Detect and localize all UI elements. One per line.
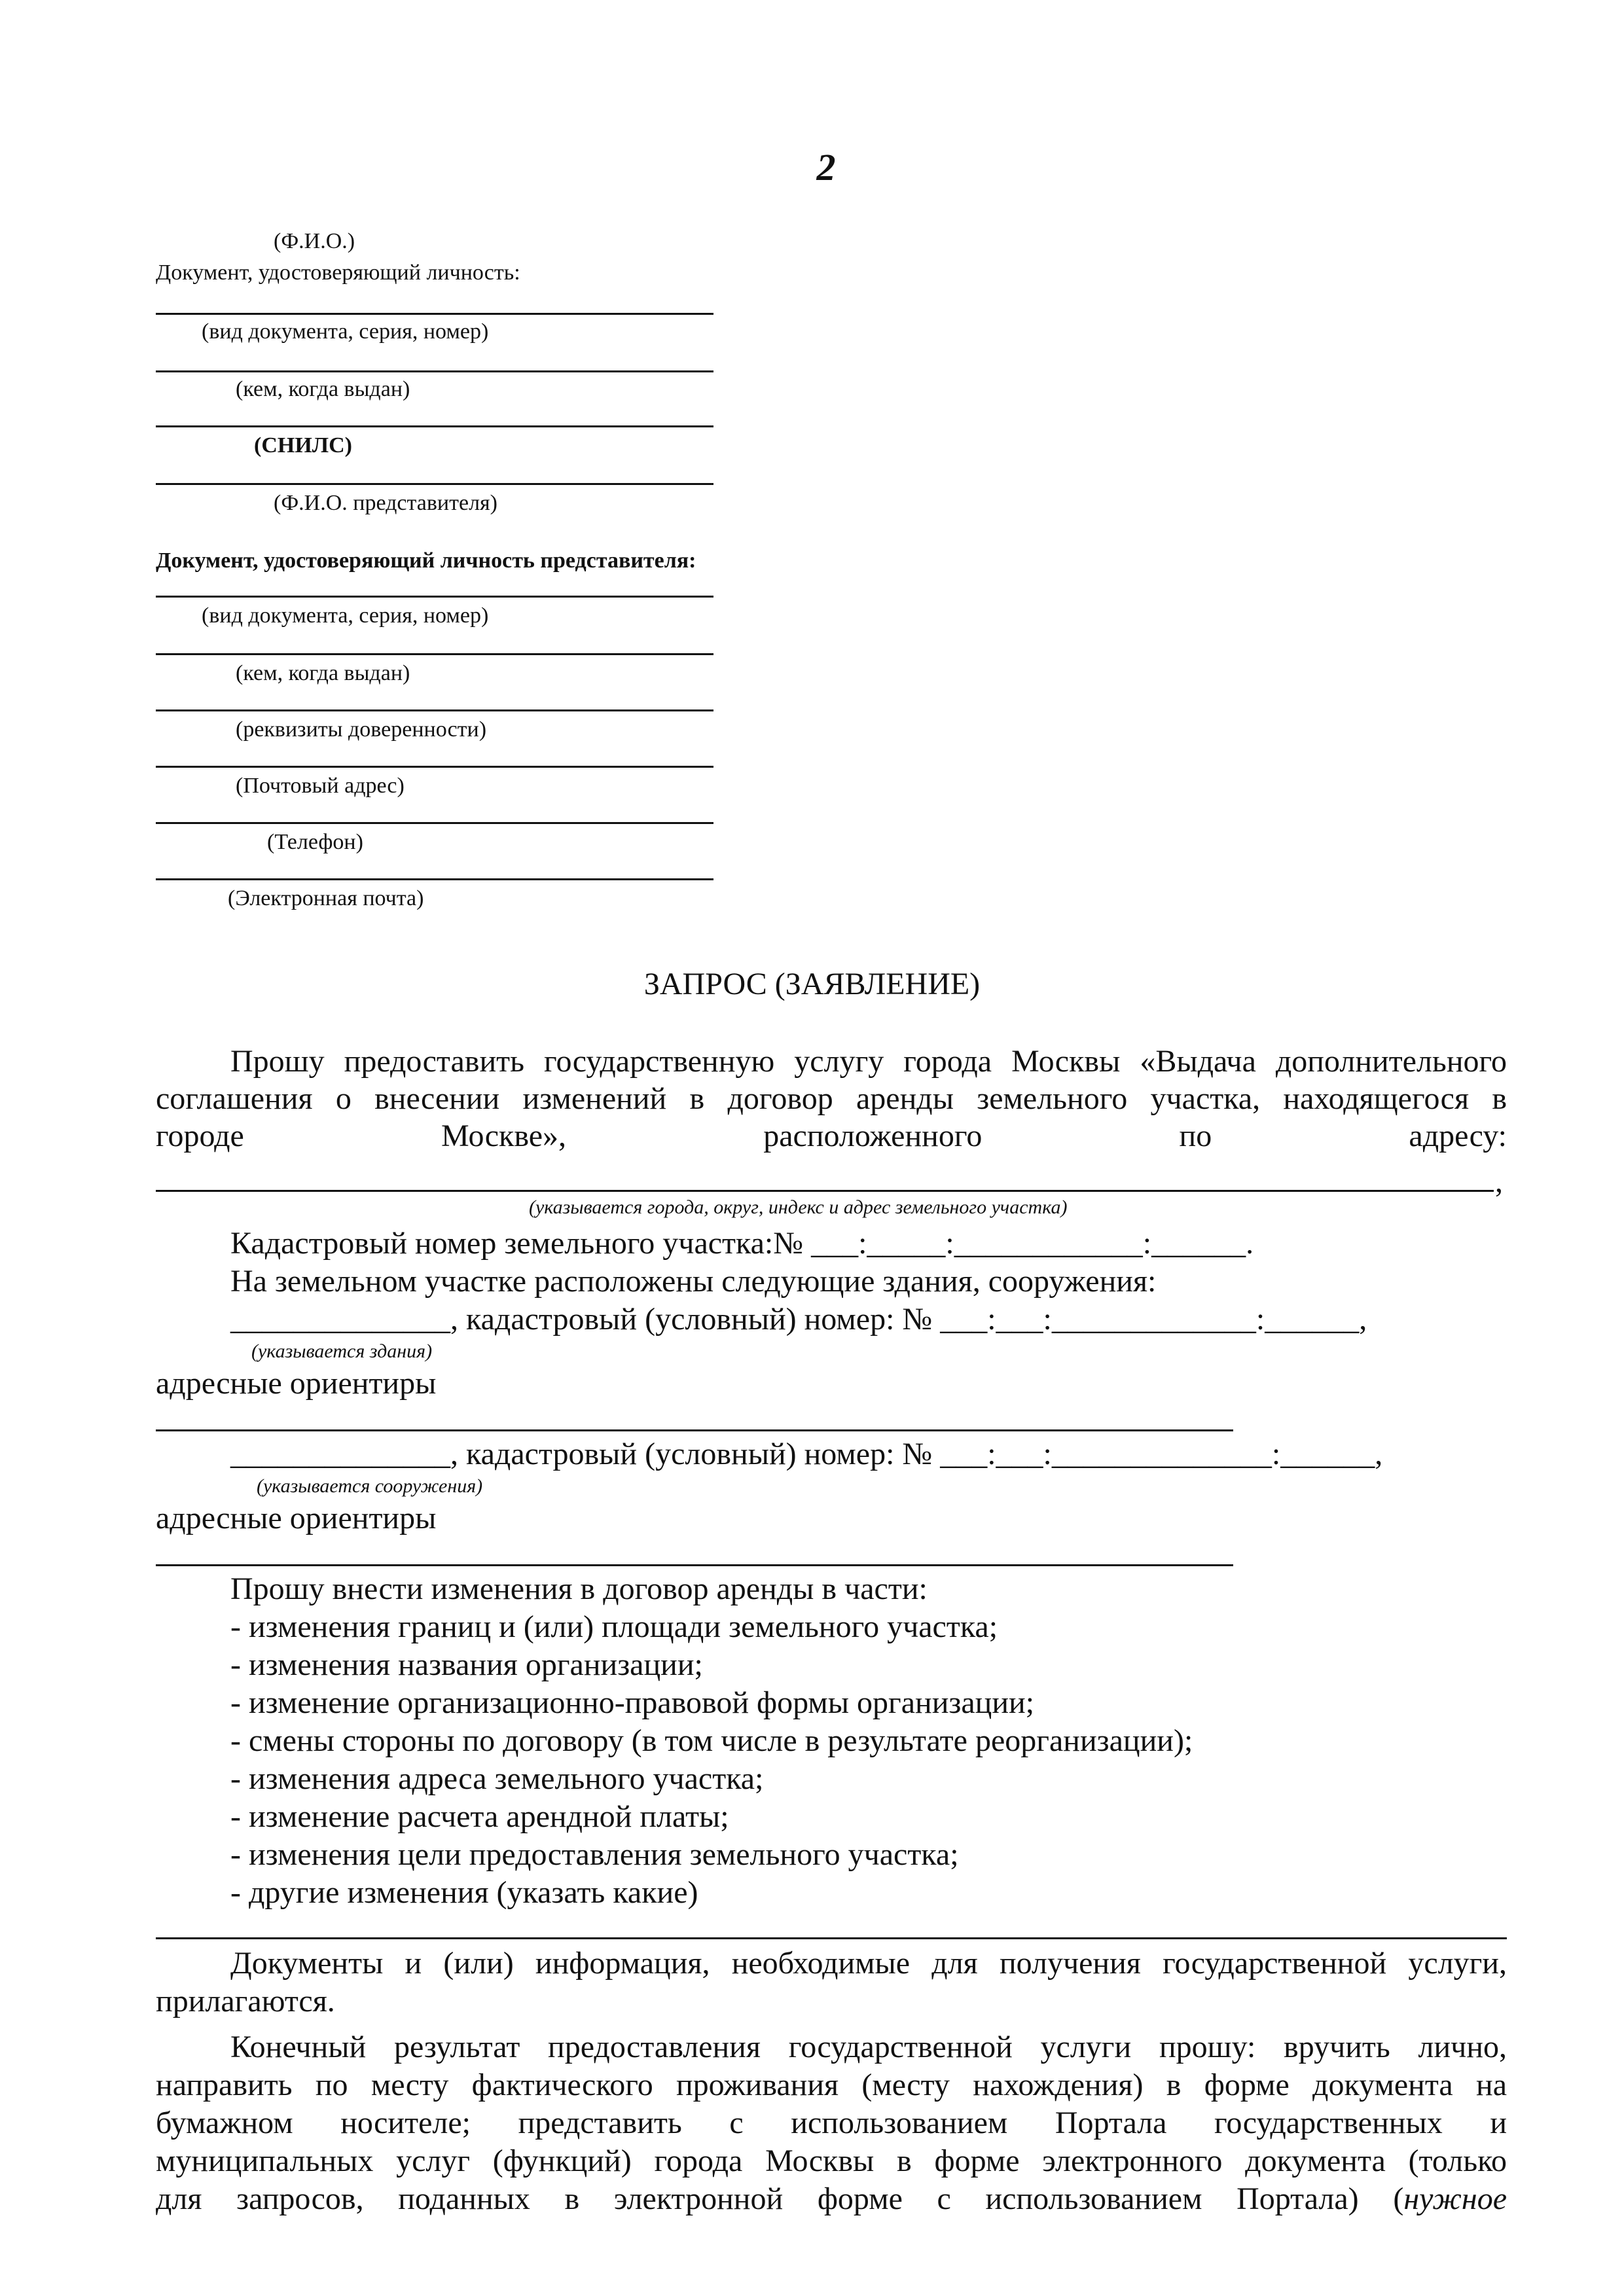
building-address-marks-line[interactable]	[156, 1429, 1233, 1431]
caption-rep-identity-doc: Документ, удостоверяющий личность представителя:	[156, 548, 696, 573]
address-field-line[interactable]	[156, 1190, 1494, 1192]
caption-identity-doc: Документ, удостоверяющий личность:	[156, 260, 520, 285]
caption-rep-fio: (Ф.И.О. представителя)	[274, 491, 498, 515]
changes-intro: Прошу внести изменения в договор аренды в части:	[230, 1571, 928, 1606]
caption-rep-doc-series: (вид документа, серия, номер)	[202, 603, 489, 628]
address-comma: ,	[1495, 1164, 1503, 1199]
result-line-2: направить по месту фактического проживания (месту нахождения) в форме документа на	[156, 2068, 1507, 2102]
field-line-power-of-attorney[interactable]	[156, 709, 713, 711]
change-item-contract-party: - смены стороны по договору (в том числе в результате реорганизации);	[230, 1723, 1193, 1758]
document-title: ЗАПРОС (ЗАЯВЛЕНИЕ)	[643, 967, 981, 1001]
caption-doc-series: (вид документа, серия, номер)	[202, 319, 489, 344]
caption-issued-by: (кем, когда выдан)	[236, 377, 410, 401]
field-line-issued-by[interactable]	[156, 370, 713, 372]
caption-postal-address: (Почтовый адрес)	[236, 774, 405, 798]
field-line-rep-fio[interactable]	[156, 483, 713, 485]
change-item-rent-calc: - изменение расчета арендной платы;	[230, 1799, 729, 1834]
request-line-3: городе Москве», расположенного по адресу:	[156, 1119, 1507, 1153]
change-item-legal-form: - изменение организационно-правовой формы организации;	[230, 1685, 1035, 1720]
other-changes-field-line[interactable]	[156, 1937, 1507, 1939]
caption-email: (Электронная почта)	[228, 886, 424, 910]
result-line-3: бумажном носителе; представить с использованием Портала государственных и	[156, 2106, 1507, 2140]
field-line-phone[interactable]	[156, 822, 713, 824]
address-hint: (указывается города, округ, индекс и адрес земельного участка)	[529, 1196, 1068, 1218]
structure-cadastral-line[interactable]: ______________, кадастровый (условный) номер: № ___:___:______________:______,	[230, 1437, 1383, 1471]
request-line-2: соглашения о внесении изменений в договор аренды земельного участка, находящегося в	[156, 1081, 1507, 1116]
field-line-email[interactable]	[156, 878, 713, 880]
change-item-address: - изменения адреса земельного участка;	[230, 1761, 764, 1796]
documents-line-2: прилагаются.	[156, 1984, 335, 2018]
field-line-rep-doc-series[interactable]	[156, 596, 713, 598]
result-line-4: муниципальных услуг (функций) города Москвы в форме электронного документа (только	[156, 2144, 1507, 2178]
request-text-1: Прошу предоставить государственную услугу города Москвы «Выдача дополнительного	[230, 1044, 1507, 1079]
field-line-postal-address[interactable]	[156, 766, 713, 768]
buildings-intro: На земельном участке расположены следующие здания, сооружения:	[230, 1264, 1157, 1299]
structure-address-marks-label: адресные ориентиры	[156, 1501, 437, 1535]
page-number: 2	[816, 146, 836, 188]
change-item-boundaries: - изменения границ и (или) площади земельного участка;	[230, 1609, 998, 1644]
field-line-snils[interactable]	[156, 425, 713, 427]
request-line-1	[230, 1046, 1507, 1077]
structure-hint: (указывается сооружения)	[257, 1475, 483, 1497]
result-line-5-italic: нужное	[1403, 2181, 1507, 2216]
caption-fio: (Ф.И.О.)	[274, 229, 355, 253]
result-line-1: Конечный результат предоставления государственной услуги прошу: вручить лично,	[230, 2030, 1507, 2064]
change-item-other: - другие изменения (указать какие)	[230, 1875, 698, 1910]
building-cadastral-line[interactable]: ______________, кадастровый (условный) номер: № ___:___:_____________:______,	[230, 1302, 1367, 1336]
building-address-marks-label: адресные ориентиры	[156, 1366, 437, 1401]
building-hint: (указывается здания)	[251, 1340, 433, 1362]
change-item-org-name: - изменения названия организации;	[230, 1647, 703, 1682]
result-line-5-text: для запросов, поданных в электронной форме с использованием Портала) (	[156, 2181, 1404, 2216]
caption-snils: (СНИЛС)	[254, 433, 352, 457]
documents-line-1: Документы и (или) информация, необходимые для получения государственной услуги,	[230, 1946, 1507, 1981]
cadastral-number-line[interactable]: Кадастровый номер земельного участка:№ ___:_____:____________:______.	[230, 1226, 1254, 1261]
caption-phone: (Телефон)	[267, 830, 363, 854]
field-line-doc-series[interactable]	[156, 313, 713, 315]
change-item-purpose: - изменения цели предоставления земельного участка;	[230, 1837, 959, 1872]
field-line-rep-issued-by[interactable]	[156, 653, 713, 655]
caption-rep-issued-by: (кем, когда выдан)	[236, 661, 410, 685]
caption-power-of-attorney: (реквизиты доверенности)	[236, 717, 487, 742]
structure-address-marks-line[interactable]	[156, 1564, 1233, 1566]
result-line-5	[156, 2183, 1507, 2215]
